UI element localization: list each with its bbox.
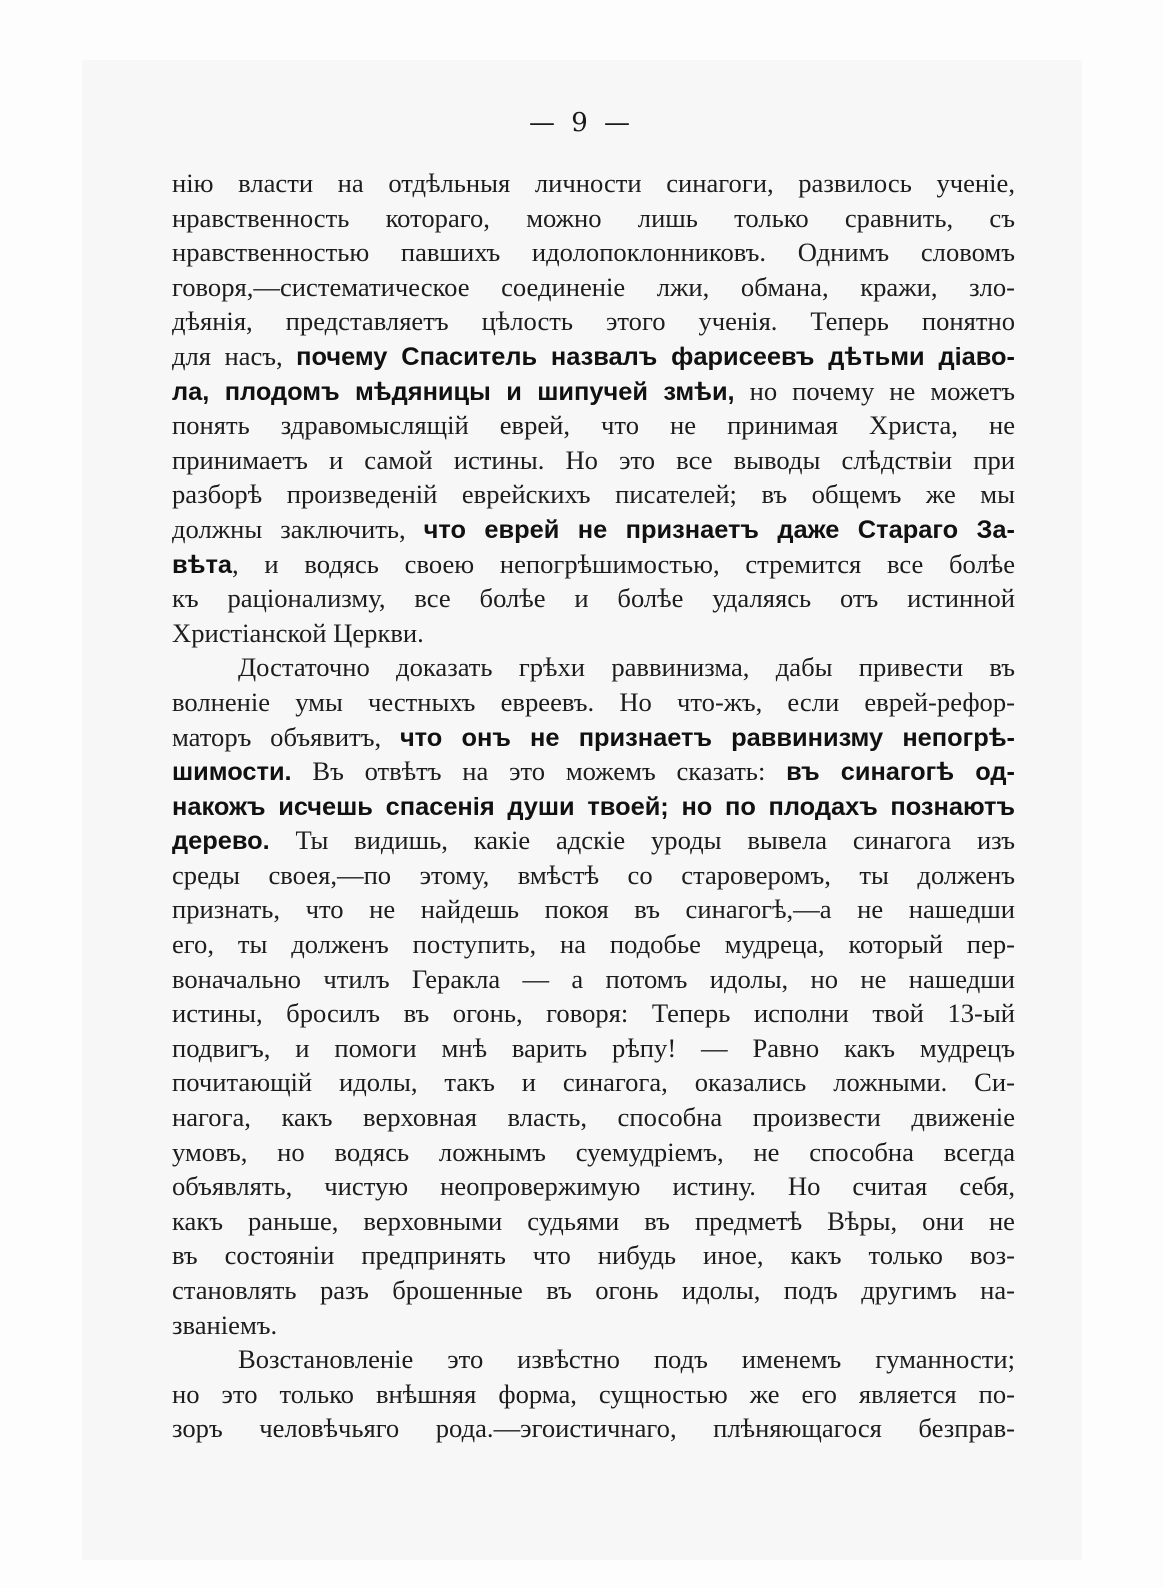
emphasized-text: вѣта: [172, 550, 233, 579]
text-line: [172, 477, 1015, 512]
text-line: [172, 235, 1015, 270]
text-segment: какъ раньше, верховными судьями въ предметѣ Вѣры, они не: [172, 1205, 1015, 1236]
text-segment: маторъ объявитъ,: [172, 721, 400, 752]
emphasized-text: шимости.: [172, 758, 292, 787]
text-line: [172, 1377, 1015, 1412]
text-line: [172, 304, 1015, 339]
emphasized-text: ла, плодомъ мѣдяницы и шипучей змѣи,: [172, 377, 735, 406]
body-text: [172, 166, 1015, 1446]
text-segment: въ состояніи предпринять что нибудь иное, какъ только воз-: [172, 1240, 1015, 1271]
text-segment: званіемъ.: [172, 1309, 278, 1340]
text-segment: принимаетъ и самой истины. Но это все выводы слѣдствіи при: [172, 444, 1015, 475]
text-segment: среды своея,—по этому, вмѣстѣ со староверомъ, ты долженъ: [172, 859, 1015, 890]
text-segment: воначально чтилъ Геракла — а потомъ идолы, но не нашедши: [172, 963, 1015, 994]
text-segment: Возстановленіе это извѣстно подъ именемъ гуманности;: [238, 1344, 1015, 1375]
text-segment: признать, что не найдешь покоя въ синагогѣ,—а не нашедши: [172, 894, 1015, 925]
text-segment: его, ты долженъ поступить, на подобье мудреца, который пер-: [172, 929, 1015, 960]
text-line: [172, 685, 1015, 720]
text-line: [172, 1031, 1015, 1066]
text-segment: зоръ человѣчьяго рода.—эгоистичнаго, плѣняющагося безправ-: [172, 1413, 1015, 1444]
text-line: [172, 1308, 1015, 1343]
text-segment: дѣянія, представляетъ цѣлость этого ученія. Теперь понятно: [172, 306, 1015, 337]
text-segment: Достаточно доказать грѣхи раввинизма, дабы привести въ: [238, 652, 1015, 683]
page-number: — 9 —: [528, 108, 635, 138]
text-segment: нагога, какъ верховная власть, способна произвести движеніе: [172, 1102, 1015, 1133]
text-line: [172, 547, 1015, 582]
text-line: [172, 754, 1015, 789]
text-segment: почитающій идолы, такъ и синагога, оказались ложными. Си-: [172, 1067, 1015, 1098]
text-line: [172, 823, 1015, 858]
text-line: [172, 1273, 1015, 1308]
text-line: [172, 616, 1015, 651]
text-line: [172, 962, 1015, 997]
text-line: [172, 1065, 1015, 1100]
emphasized-text: что еврей не признаетъ даже Стараго За-: [423, 515, 1015, 544]
text-line: [172, 650, 1015, 685]
text-line: [172, 1135, 1015, 1170]
text-line: [172, 996, 1015, 1031]
text-segment: нію власти на отдѣльныя личности синагоги, развилось ученіе,: [172, 168, 1015, 198]
text-line: [172, 892, 1015, 927]
emphasized-text: дерево.: [172, 827, 270, 856]
text-segment: истины, бросилъ въ огонь, говоря: Теперь исполни твой 13-ый: [172, 998, 1015, 1029]
text-segment: говоря,—систематическое соединеніе лжи, обмана, кражи, зло-: [172, 271, 1015, 302]
text-line: [172, 581, 1015, 616]
text-line: [172, 927, 1015, 962]
text-segment: Христіанской Церкви.: [172, 617, 424, 648]
text-line: [172, 1204, 1015, 1239]
emphasized-text: что онъ не признаетъ раввинизму непогрѣ-: [399, 723, 1016, 752]
text-line: [172, 720, 1015, 755]
text-segment: понять здравомыслящій еврей, что не принимая Христа, не: [172, 410, 1015, 441]
text-segment: объявлять, чистую неопровержимую истину. Но считая себя,: [172, 1171, 1015, 1202]
text-line: [172, 408, 1015, 443]
text-segment: нравственность котораго, можно лишь только сравнить, съ: [172, 202, 1015, 233]
text-line: [172, 443, 1015, 478]
text-segment: къ раціонализму, все болѣе и болѣе удаляясь отъ истинной: [172, 583, 1015, 614]
emphasized-text: почему Спаситель назвалъ фарисеевъ дѣтьми діаво-: [296, 342, 1015, 371]
text-segment: нравственностью павшихъ идолопоклонниковъ. Однимъ словомъ: [172, 237, 1015, 268]
text-line: [172, 789, 1015, 824]
emphasized-text: накожъ исчешь спасенія души твоей; но по плодахъ познаютъ: [172, 792, 1015, 821]
text-line: [172, 1100, 1015, 1135]
text-line: [172, 1411, 1015, 1446]
text-segment: но это только внѣшняя форма, сущностью же его является по-: [172, 1378, 1015, 1409]
text-line: [172, 374, 1015, 409]
text-segment: становлять разъ брошенные въ огонь идолы, подъ другимъ на-: [172, 1275, 1015, 1305]
text-segment: Ты видишь, какіе адскіе уроды вывела синагога изъ: [269, 825, 1015, 856]
emphasized-text: въ синагогѣ од-: [786, 758, 1015, 787]
text-line: [172, 201, 1015, 236]
text-line: [172, 270, 1015, 305]
text-segment: , и водясь своею непогрѣшимостью, стремится все болѣе: [232, 548, 1015, 579]
text-line: [172, 858, 1015, 893]
text-line: [172, 1169, 1015, 1204]
text-segment: для насъ,: [172, 340, 297, 371]
text-line: [172, 512, 1015, 547]
text-segment: Въ отвѣтъ на это можемъ сказать:: [291, 756, 787, 787]
text-line: [172, 1238, 1015, 1273]
text-segment: разборѣ произведеній еврейскихъ писателей; въ общемъ же мы: [172, 479, 1015, 510]
text-segment: умовъ, но водясь ложнымъ суемудріемъ, не способна всегда: [172, 1136, 1015, 1167]
text-line: [172, 339, 1015, 374]
text-segment: но почему не можетъ: [734, 375, 1016, 406]
text-line: [172, 1342, 1015, 1377]
text-segment: подвигъ, и помоги мнѣ варить рѣпу! — Равно какъ мудрецъ: [172, 1032, 1015, 1063]
text-segment: должны заключить,: [172, 513, 424, 544]
text-segment: волненіе умы честныхъ евреевъ. Но что-жъ, если еврей-рефор-: [172, 686, 1015, 717]
text-line: [172, 166, 1015, 201]
